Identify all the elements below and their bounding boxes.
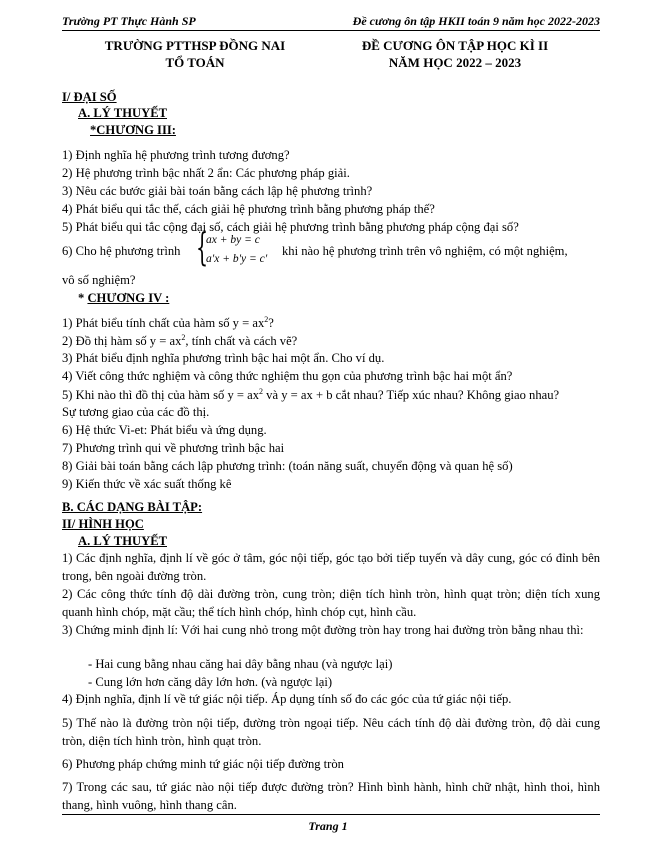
header-school: Trường PT Thực Hành SP <box>62 14 196 28</box>
equation-2: a'x + b'y = c' <box>206 253 268 265</box>
ch4-item-9: 9) Kiến thức về xác suất thống kê <box>62 477 232 491</box>
geometry-heading: II/ HÌNH HỌC <box>62 517 144 531</box>
page-header <box>62 14 600 31</box>
page-number: Trang 1 <box>308 819 348 833</box>
ch4-item-1-end: ? <box>268 316 274 331</box>
ch3-item-3: 3) Nêu các bước giải bài toán bằng cách lập hệ phương trình? <box>62 184 373 198</box>
school-name: TRƯỜNG PTTHSP ĐỒNG NAI <box>104 38 286 53</box>
geometry-theory-heading: A. LÝ THUYẾT <box>78 534 167 548</box>
exercises-heading: B. CÁC DẠNG BÀI TẬP: <box>62 500 203 514</box>
ch4-item-5-continued: Sự tương giao của các đồ thị. <box>62 405 210 419</box>
ch4-item-2-text: 2) Đồ thị hàm số y = ax <box>62 334 182 349</box>
brace-icon: { <box>196 225 209 269</box>
ch3-item-6-lead: 6) Cho hệ phương trình <box>62 244 181 258</box>
chapter-4-star: * <box>78 291 88 305</box>
department-name: TỔ TOÁN <box>165 55 225 70</box>
document-title: ĐỀ CƯƠNG ÔN TẬP HỌC KÌ II <box>361 38 549 53</box>
geo-item-1: 1) Các định nghĩa, định lí về góc ở tâm, góc nội tiếp, góc tạo bởi tiếp tuyến và dây cung, góc có đỉnh bên trong, bên ngoài đường tròn. <box>62 551 600 583</box>
chapter-4-title: CHƯƠNG IV : <box>87 291 170 305</box>
geo-item-5: 5) Thế nào là đường tròn nội tiếp, đường tròn ngoại tiếp. Nêu cách tính độ dài đường tròn, độ dài cung tròn, diện tích hình tròn, hình quạt tròn. <box>62 716 600 748</box>
geo-item-7: 7) Trong các sau, tứ giác nào nội tiếp được đường tròn? Hình bình hành, hình chữ nhật, hình thoi, hình thang, hình vuông, hình thang cân. <box>62 780 600 812</box>
footer-rule <box>62 814 600 815</box>
ch4-item-1-text: 1) Phát biểu tính chất của hàm số y = ax <box>62 316 265 331</box>
ch4-item-5: 5) Khi nào thì đồ thị của hàm số $y = ax^2$ và y = ax + b cắt nhau? Tiếp xúc nhau? Không giao nhau? <box>62 387 560 403</box>
ch3-item-6-question: khi nào hệ phương trình trên vô nghiệm, có một nghiệm, <box>282 244 568 258</box>
ch4-item-7: 7) Phương trình qui về phương trình bậc hai <box>62 441 285 455</box>
school-year: NĂM HỌC 2022 – 2023 <box>388 55 522 70</box>
ch4-item-6: 6) Hệ thức Vi-et: Phát biểu và ứng dụng. <box>62 423 267 437</box>
ch3-item-1: 1) Định nghĩa hệ phương trình tương đương? <box>62 148 290 162</box>
geo-item-3: 3) Chứng minh định lí: Với hai cung nhỏ trong một đường tròn hay trong hai đường tròn bằng nhau thì: <box>62 623 584 637</box>
ch3-item-5: 5) Phát biểu qui tắc cộng đại số, cách giải hệ phương trình bằng phương pháp cộng đại số? <box>62 220 519 234</box>
ch4-item-2-end: , tính chất và cách vẽ? <box>185 334 298 349</box>
ch3-item-2: 2) Hệ phương trình bậc nhất 2 ẩn: Các phương pháp giải. <box>62 166 350 180</box>
header-doc-title: Đề cương ôn tập HKII toán 9 năm học 2022-2023 <box>352 14 600 28</box>
chapter-3-heading: *CHƯƠNG III: <box>90 123 176 137</box>
geo-item-6: 6) Phương pháp chứng minh tứ giác nội tiếp đường tròn <box>62 757 344 771</box>
ch4-item-4: 4) Viết công thức nghiệm và công thức nghiệm thu gọn của phương trình bậc hai một ẩn? <box>62 369 513 383</box>
ch4-item-5-rest: và y = ax + b cắt nhau? Tiếp xúc nhau? Không giao nhau? <box>263 388 560 403</box>
geo-item-2: 2) Các công thức tính độ dài đường tròn, cung tròn; diện tích hình tròn, hình quạt tròn; diện tích xung quanh hình chóp, mặt cầu; thể tích hình chóp, hình chóp cụt, hình cầu. <box>62 587 600 619</box>
ch4-item-2: 2) Đồ thị hàm số $y = ax^2$, tính chất và cách vẽ? <box>62 333 298 349</box>
ch3-item-6-continued: vô số nghiệm? <box>62 273 136 287</box>
algebra-heading: I/ ĐẠI SỐ <box>62 90 117 104</box>
ch4-item-3: 3) Phát biểu định nghĩa phương trình bậc hai một ẩn. Cho ví dụ. <box>62 351 385 365</box>
geo-item-3-sub-1: - Hai cung bằng nhau căng hai dây bằng nhau (và ngược lại) <box>88 657 393 671</box>
algebra-theory-heading: A. LÝ THUYẾT <box>78 106 167 120</box>
equation-1: ax + by = c <box>206 234 260 246</box>
ch4-item-1: 1) Phát biểu tính chất của hàm số $y = ax^2$? <box>62 315 274 331</box>
ch4-item-5-text: 5) Khi nào thì đồ thị của hàm số y = ax <box>62 388 260 403</box>
ch4-item-8: 8) Giải bài toán bằng cách lập phương trình: (toán năng suất, chuyển động và quan hệ số) <box>62 459 513 473</box>
ch3-item-4: 4) Phát biểu qui tắc thế, cách giải hệ phương trình bằng phương pháp thế? <box>62 202 435 216</box>
geo-item-4: 4) Định nghĩa, định lí về tứ giác nội tiếp. Áp dụng tính số đo các góc của tứ giác nội tiếp. <box>62 692 512 706</box>
chapter-4-heading <box>78 291 616 306</box>
geo-item-3-sub-2: - Cung lớn hơn căng dây lớn hơn. (và ngược lại) <box>88 675 333 689</box>
